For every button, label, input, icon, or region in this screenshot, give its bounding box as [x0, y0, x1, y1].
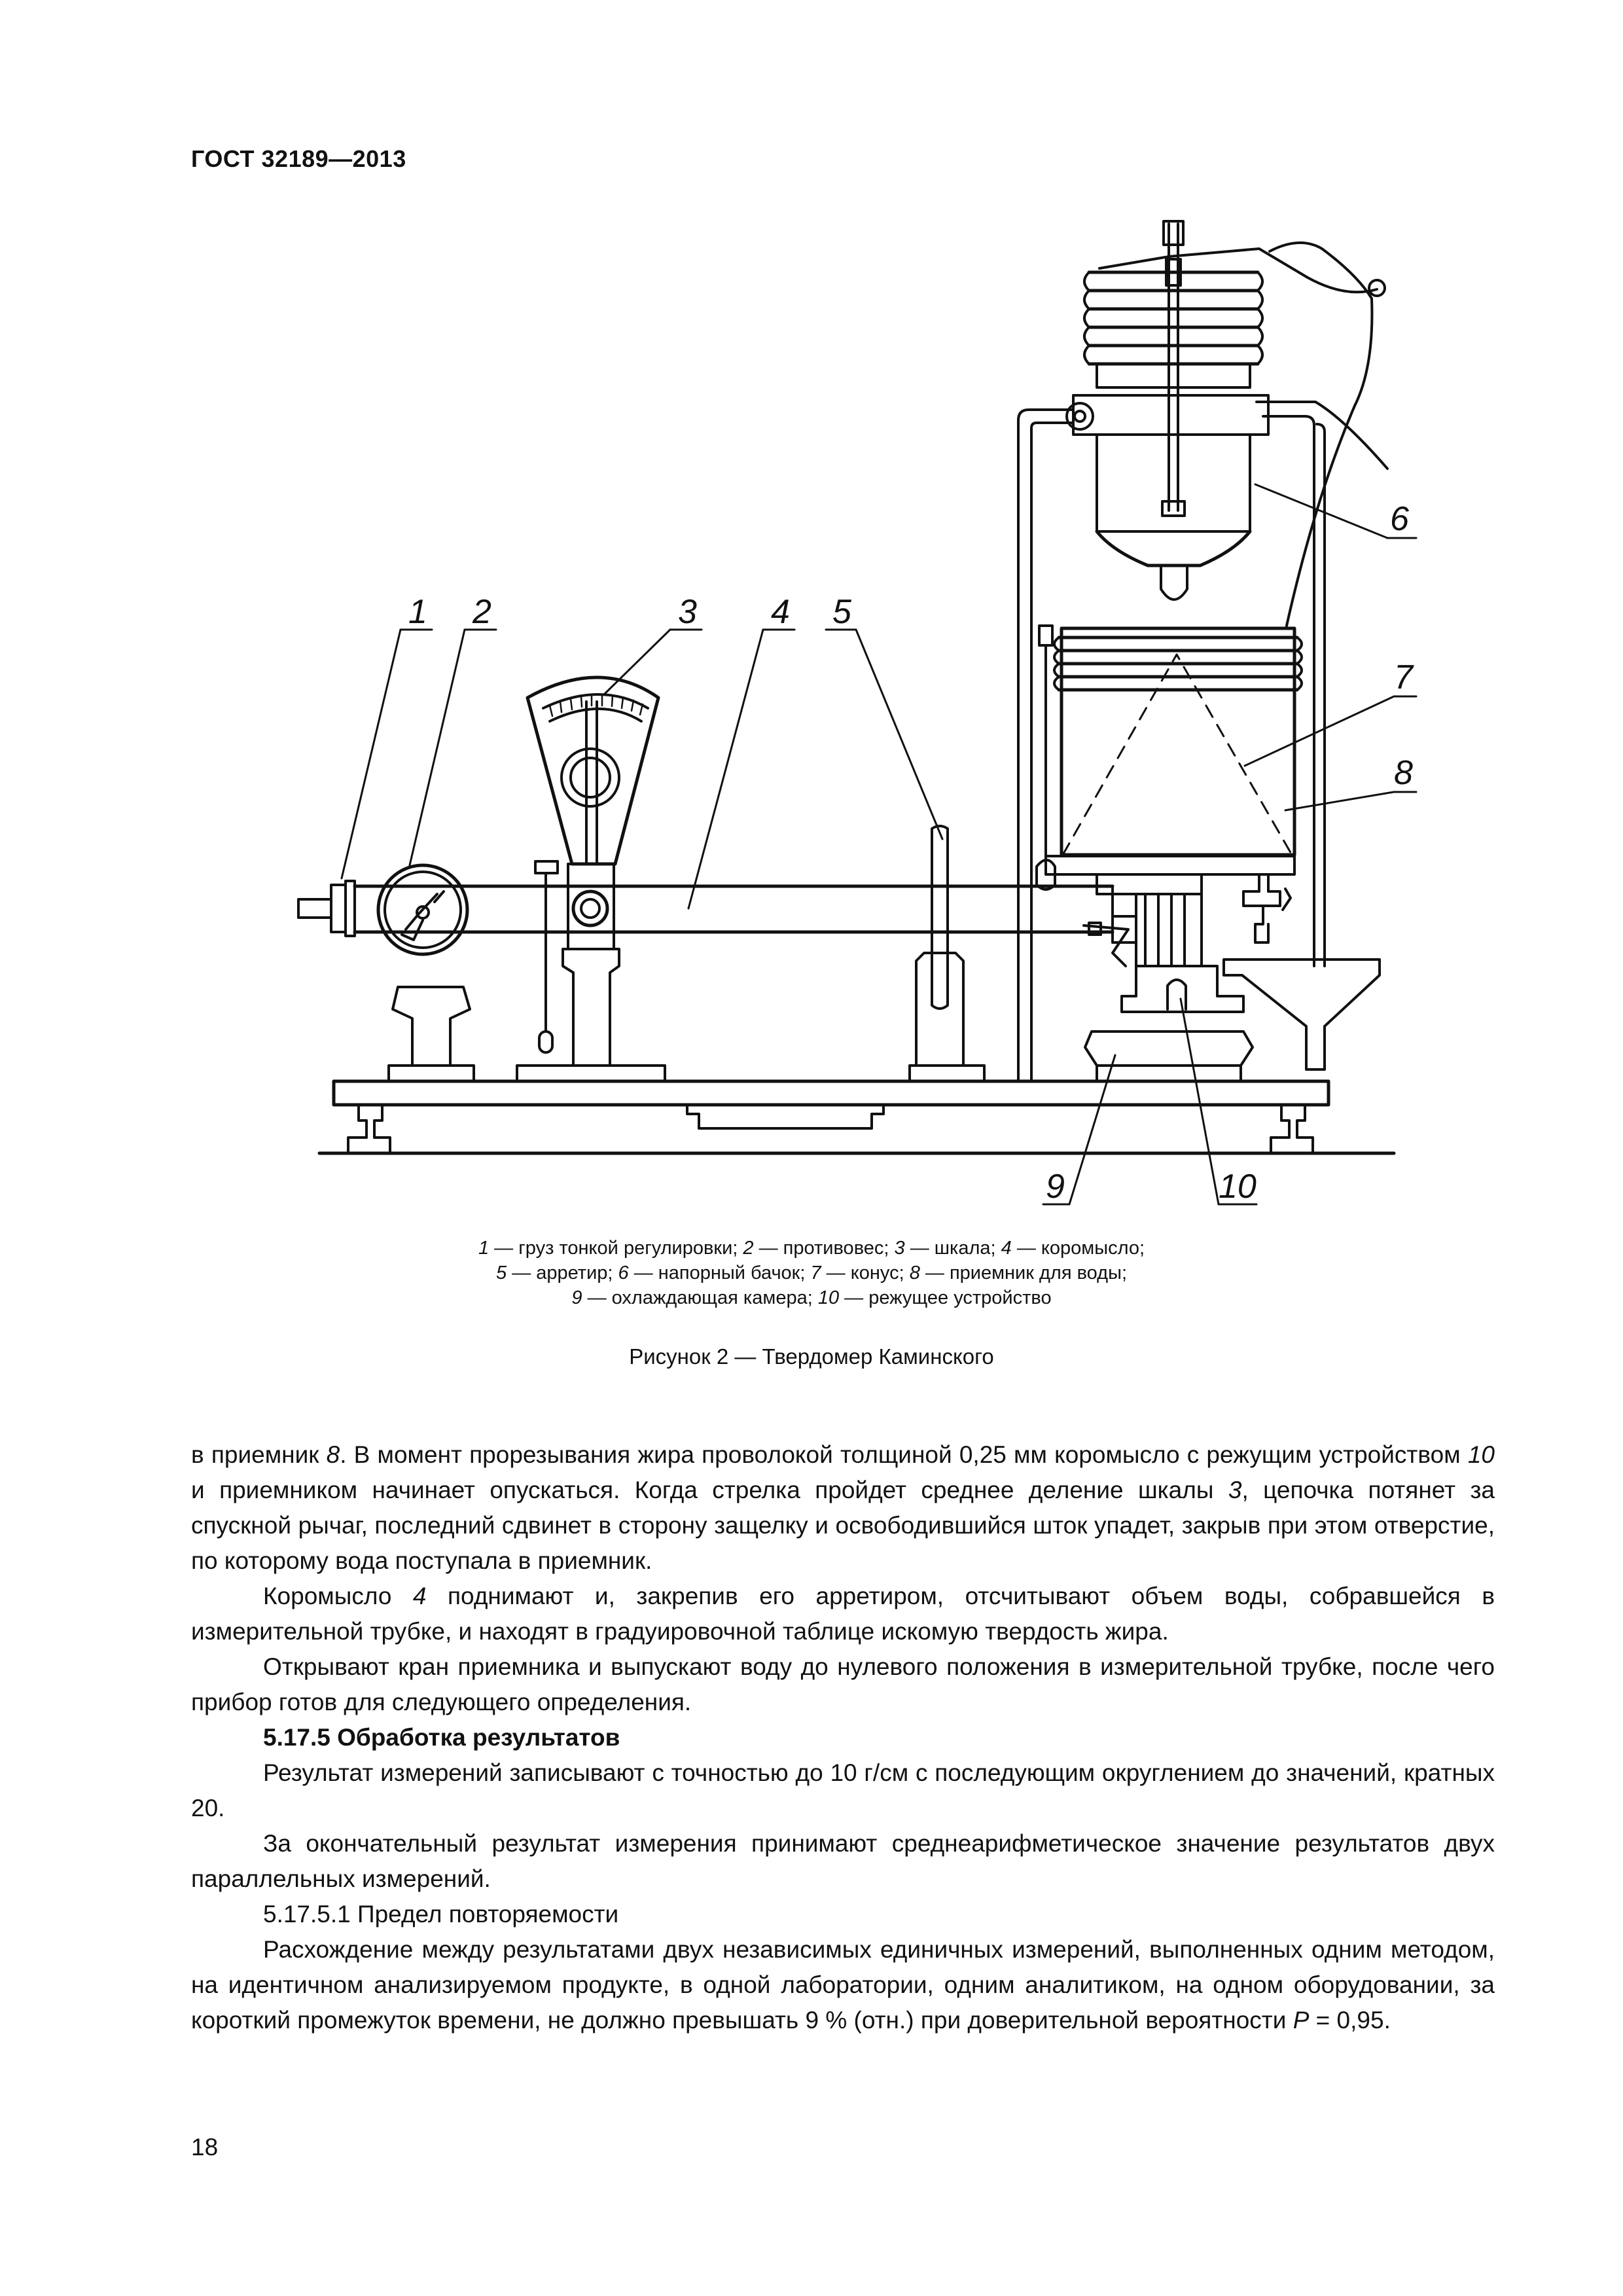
kaminsky-hardness-tester-figure: [288, 216, 1427, 1237]
part-label-8: 8: [1394, 754, 1413, 792]
part-label-5: 5: [832, 593, 851, 631]
legend-line: 5 — арретир; 6 — напорный бачок; 7 — конус; 8 — приемник для воды;: [496, 1263, 1127, 1283]
arrester: [932, 826, 948, 1009]
apparatus-drawing: [288, 216, 1427, 1237]
paragraph: Открывают кран приемника и выпускают воду до нулевого положения в измерительной трубке, после чего прибор готов для следующего определения.: [191, 1653, 1495, 1715]
page-number: 18: [191, 2134, 219, 2161]
base-foot-left: [348, 1105, 390, 1153]
part-label-6: 6: [1390, 500, 1409, 538]
base-plate: [334, 1081, 1329, 1105]
part-label-2: 2: [473, 593, 491, 631]
funnel: [1224, 960, 1380, 1069]
standard-header: ГОСТ 32189—2013: [191, 145, 406, 172]
part-label-4: 4: [771, 593, 790, 631]
part-label-7: 7: [1394, 658, 1413, 696]
cutting-device: [1168, 980, 1186, 1009]
legend-line: 9 — охлаждающая камера; 10 — режущее устройство: [571, 1287, 1052, 1308]
paragraph: в приемник 8. В момент прорезывания жира проволокой толщиной 0,25 мм коромысло с режущим устройством 10 и приемником начинает опускаться. Когда стрелка пройдет среднее деление шкалы 3, цепочка потянет за спускной рычаг, последний сдвинет в сторону защелку и освободившийся шток упадет, закрыв при этом отверстие, по которому вода поступала в приемник.: [191, 1441, 1495, 1574]
weight-stand: [393, 987, 470, 1066]
fine-weight: [298, 899, 331, 918]
cone: [1063, 655, 1292, 855]
paragraph: Результат измерений записывают с точностью до 10 г/см с последующим округлением до значений, кратных 20.: [191, 1759, 1495, 1821]
part-label-10: 10: [1219, 1168, 1257, 1206]
base-foot-right: [1271, 1105, 1313, 1153]
part-label-1: 1: [408, 593, 427, 631]
paragraph: За окончательный результат измерения принимают среднеарифметическое значение результатов двух параллельных измерений.: [191, 1830, 1495, 1892]
part-label-9: 9: [1046, 1168, 1065, 1206]
subsection-heading: 5.17.5.1 Предел повторяемости: [263, 1901, 619, 1928]
base-bracket: [687, 1105, 883, 1128]
cooling-chamber: [1085, 1031, 1253, 1066]
part-label-3: 3: [678, 593, 697, 631]
figure-caption: Рисунок 2 — Твердомер Каминского: [629, 1344, 994, 1369]
body-text: [191, 1437, 1495, 2038]
section-heading: 5.17.5 Обработка результатов: [263, 1724, 620, 1751]
legend-line: 1 — груз тонкой регулировки; 2 — противовес; 3 — шкала; 4 — коромысло;: [478, 1238, 1145, 1259]
paragraph: Расхождение между результатами двух независимых единичных измерений, выполненных одним методом, на идентичном анализируемом продукте, в одной лаборатории, одним аналитиком, на одном оборудовании, за короткий промежуток времени, не должно превышать 9 % (отн.) при доверительной вероятности P = 0,95.: [191, 1936, 1495, 2034]
paragraph: Коромысло 4 поднимают и, закрепив его арретиром, отсчитывают объем воды, собравшейся в измерительной трубке, и находят в градуировочной таблице искомую твердость жира.: [191, 1583, 1495, 1645]
figure-legend: [196, 1236, 1427, 1310]
